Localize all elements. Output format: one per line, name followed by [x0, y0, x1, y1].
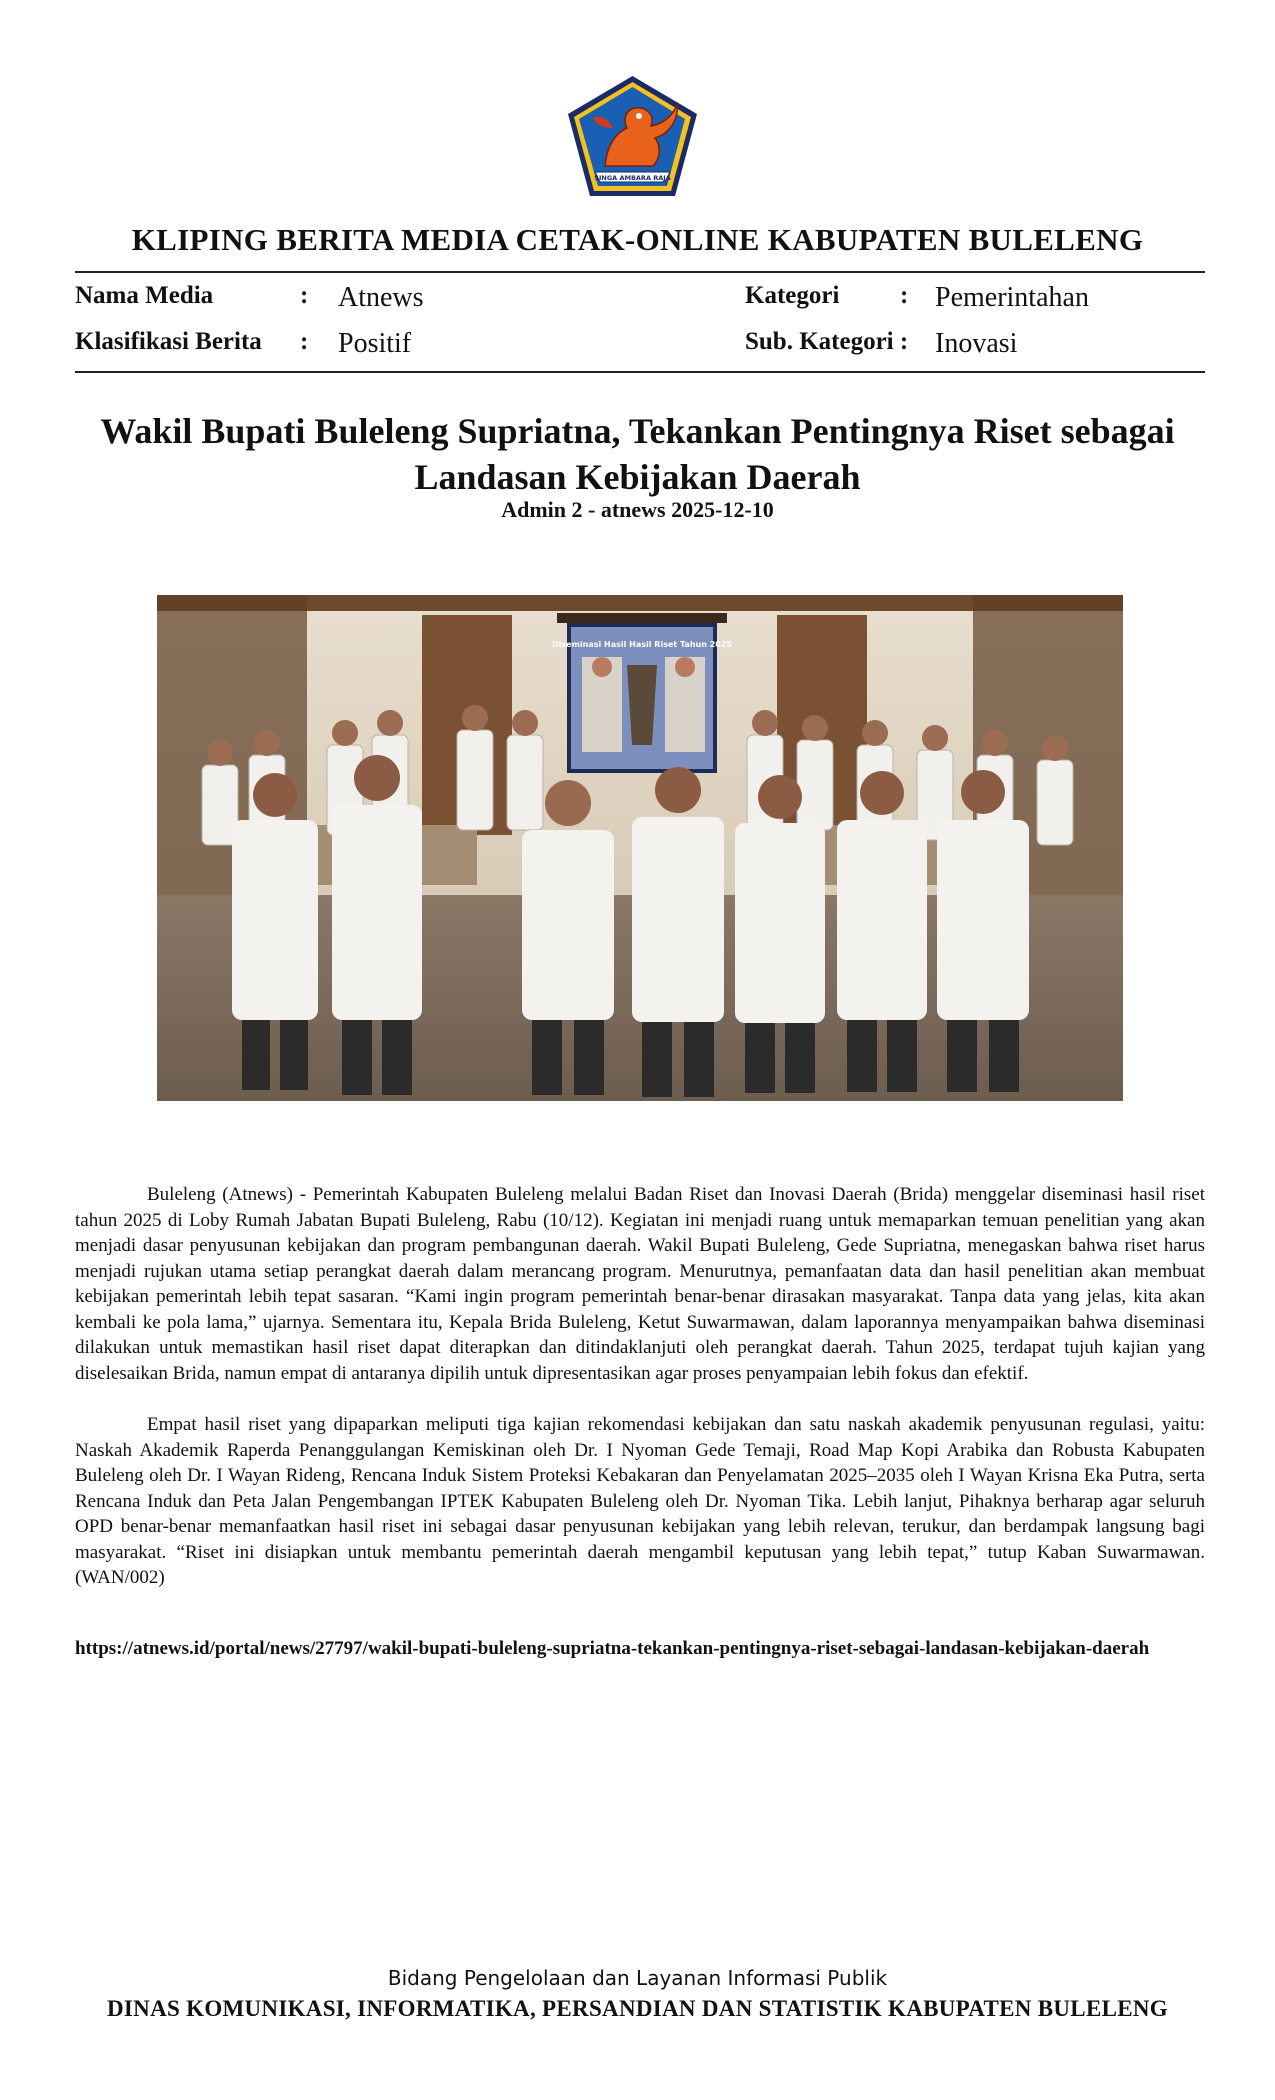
category-value: Pemerintahan — [935, 282, 1089, 313]
article-paragraph: Empat hasil riset yang dipaparkan meliputi tiga kajian rekomendasi kebijakan dan satu naskah akademik penyusunan regulasi, yaitu: Naskah Akademik Raperda Penanggulangan Kemiskinan oleh Dr. I Nyoman Gede Temaji, Road Map Kopi Arabika dan Robusta Kabupaten Buleleng oleh Dr. I Wayan Rideng, Rencana Induk Sistem Proteksi Kebakaran dan Penyelamatan 2025–2035 oleh I Wayan Krisna Eka Putra, serta Rencana Induk dan Peta Jalan Pengembangan IPTEK Kabupaten Buleleng oleh Dr. Nyoman Tika. Lebih lanjut, Pihaknya berharap agar seluruh OPD benar-benar memanfaatkan hasil riset ini sebagai dasar penyusunan kebijakan yang lebih relevan, terukur, dan berdampak langsung bagi masyarakat. “Riset ini disiapkan untuk membantu pemerintah daerah mengambil keputusan yang lebih tepat,” tutup Kaban Suwarmawan. (WAN/002) — [75, 1414, 1205, 1588]
subcategory-label: Sub. Kategori : — [745, 328, 909, 355]
crest-motto: SINGA AMBARA RAJA — [594, 174, 671, 182]
meta-top-divider — [75, 271, 1205, 273]
meta-bottom-divider — [75, 371, 1205, 373]
media-name-label: Nama Media — [75, 282, 214, 309]
article-byline: Admin 2 - atnews 2025-12-10 — [501, 497, 774, 522]
classification-colon: : — [300, 328, 309, 355]
footer-division: Bidang Pengelolaan dan Layanan Informasi Publik — [387, 1966, 888, 1990]
article-paragraph: Buleleng (Atnews) - Pemerintah Kabupaten Buleleng melalui Badan Riset dan Inovasi Daerah (Brida) menggelar diseminasi hasil riset tahun 2025 di Loby Rumah Jabatan Bupati Buleleng, Rabu (10/12). Kegiatan ini menjadi ruang untuk memaparkan temuan penelitian yang akan menjadi dasar penyusunan kebijakan dan program pembangunan daerah. Wakil Bupati Buleleng, Gede Supriatna, menegaskan bahwa riset harus menjadi rujukan utama setiap perangkat daerah dalam merancang program. Menurutnya, pemanfaatan data dan hasil penelitian akan membuat kebijakan pemerintah lebih tepat sasaran. “Kami ingin program pemerintah benar-benar dirasakan masyarakat. Tanpa data yang jelas, kita akan kembali ke pola lama,” ujarnya. Sementara itu, Kepala Brida Buleleng, Ketut Suwarmawan, dalam laporannya menyampaikan bahwa diseminasi dilakukan untuk memastikan hasil riset dapat diterapkan dan ditindaklanjuti oleh perangkat daerah. Tahun 2025, terdapat tujuh kajian yang diselesaikan Brida, namun empat di antaranya dipilih untuk dipresentasikan agar proses penyampaian lebih fokus dan efektif. — [75, 1184, 1205, 1384]
subcategory-value: Inovasi — [935, 328, 1018, 359]
classification-value: Positif — [338, 328, 412, 359]
media-name-colon: : — [300, 282, 309, 309]
media-name-value: Atnews — [338, 282, 424, 313]
buleleng-regency-crest-icon — [565, 74, 700, 198]
classification-label: Klasifikasi Berita — [75, 328, 262, 355]
category-colon: : — [900, 282, 909, 309]
article-body — [75, 1182, 1205, 1591]
source-url-link[interactable]: https://atnews.id/portal/news/27797/wakil-bupati-buleleng-supriatna-tekankan-pentingnya-riset-sebagai-landasan-kebijakan-daerah — [75, 1638, 1150, 1659]
article-photo — [157, 595, 1123, 1101]
clipping-title: KLIPING BERITA MEDIA CETAK-ONLINE KABUPATEN BULELENG — [131, 222, 1144, 257]
photo-screen-title: Diseminasi Hasil Hasil Riset Tahun 2025 — [552, 640, 732, 649]
footer-agency: DINAS KOMUNIKASI, INFORMATIKA, PERSANDIAN DAN STATISTIK KABUPATEN BULELENG — [107, 1996, 1168, 2021]
category-label: Kategori — [745, 282, 840, 309]
article-headline: Wakil Bupati Buleleng Supriatna, Tekankan Pentingnya Riset sebagai Landasan Kebijakan Daerah — [100, 411, 1175, 497]
